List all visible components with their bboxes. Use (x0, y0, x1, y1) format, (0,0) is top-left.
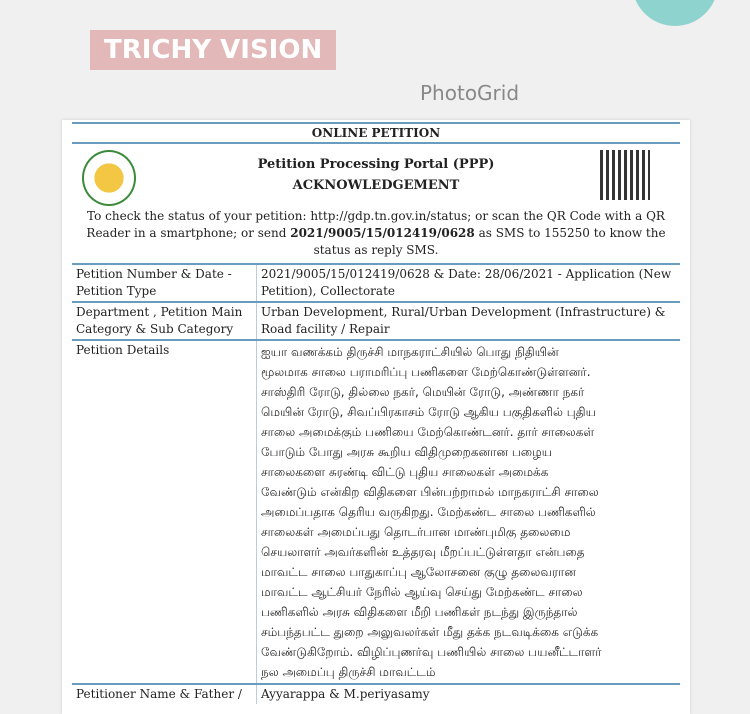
portal-name: Petition Processing Portal (PPP) (257, 157, 495, 172)
detail-line: அமைப்பதாக தெரிய வருகிறது. மேற்கண்ட சாலை பணிகளில் (261, 505, 596, 519)
doc-title: ONLINE PETITION (72, 122, 680, 144)
doc-header (72, 144, 680, 206)
detail-line: மாவட்ட சாலை பாதுகாப்பு ஆலோசனை குழு தலைவரான (261, 565, 576, 579)
watermark-text: TRICHY VISION (104, 35, 323, 65)
petition-table (72, 263, 680, 704)
detail-line: சாலைகள் அமைப்பது தொடர்பான மாண்புமிகு தலைமை (261, 525, 571, 539)
table-row (72, 684, 680, 704)
row-label: Petition Details (72, 340, 257, 684)
note-text: To check the status of your petition: http://gdp.tn.gov.in/status; or scan the QR Code with a QR Reader in a smartphone; or send (86, 209, 665, 240)
floating-circle (632, 0, 718, 26)
detail-line: ஐயா வணக்கம் திருச்சி மாநகராட்சியில் பொது நிதியின் (261, 345, 559, 359)
row-value: 2021/9005/15/012419/0628 & Date: 28/06/2021 - Application (New Petition), Collectorate (257, 264, 681, 302)
detail-line: சாஸ்திரி ரோடு, தில்லை நகர், மெயின் ரோடு, அண்ணா நகர் (261, 385, 585, 399)
detail-line: சாலை அமைக்கும் பணியை மேற்கொண்டனர். தார் சாலைகள் (261, 425, 595, 439)
table-row (72, 340, 680, 684)
detail-line: போடும் போது அரசு கூறிய விதிமுறைகனான பழைய (261, 445, 553, 459)
detail-line: சம்பந்தபட்ட துறை அலுவலர்கள் மீது தக்க நடவடிக்கை எடுக்க (261, 625, 599, 639)
table-row (72, 302, 680, 340)
detail-line: செயலாளர் அவர்களின் உத்தரவு மீறப்பட்டுள்ளதா என்பதை (261, 545, 585, 559)
petition-acknowledgement (62, 120, 690, 714)
trichy-vision-watermark (90, 30, 336, 70)
detail-line: மெயின் ரோடு, சிவப்பிரகாசம் ரோடு ஆகிய பகுதிகளில் புதிய (261, 405, 596, 419)
detail-line: மூலமாக சாலை பராமரிப்பு பணிகளை மேற்கொண்டுள்ளனர். (261, 365, 591, 379)
row-value: Ayyarappa & M.periyasamy (257, 684, 681, 704)
detail-line: வேண்டுகிறோம். விழிப்புணர்வு பணியில் சாலை பயனீட்டாளர் (261, 645, 602, 659)
petition-details (257, 340, 681, 684)
status-note (72, 206, 680, 263)
row-label: Department , Petition Main Category & Sub Category (72, 302, 257, 340)
detail-line: பணிகளில் அரசு விதிகளை மீறி பணிகள் நடந்து இருந்தால் (261, 605, 578, 619)
petition-number: 2021/9005/15/012419/0628 (290, 226, 475, 240)
table-row (72, 264, 680, 302)
detail-line: மாவட்ட ஆட்சியர் நேரில் ஆய்வு செய்து மேற்கண்ட சாலை (261, 585, 583, 599)
note-text: as SMS to 155250 to know the status as reply SMS. (313, 226, 666, 257)
doc-subtitle: ACKNOWLEDGEMENT (292, 178, 460, 193)
detail-line: நல அமைப்பு திருச்சி மாவட்டம் (261, 665, 436, 679)
row-label: Petition Number & Date - Petition Type (72, 264, 257, 302)
row-value: Urban Development, Rural/Urban Development (Infrastructure) & Road facility / Repair (257, 302, 681, 340)
detail-line: வேண்டும் என்கிற விதிகளை பின்பற்றாமல் மாநகராட்சி சாலை (261, 485, 599, 499)
photogrid-watermark: PhotoGrid (420, 81, 520, 105)
row-label: Petitioner Name & Father / (72, 684, 257, 704)
detail-line: சாலைகளை சுரண்டி விட்டு புதிய சாலைகள் அமைக்க (261, 465, 549, 479)
